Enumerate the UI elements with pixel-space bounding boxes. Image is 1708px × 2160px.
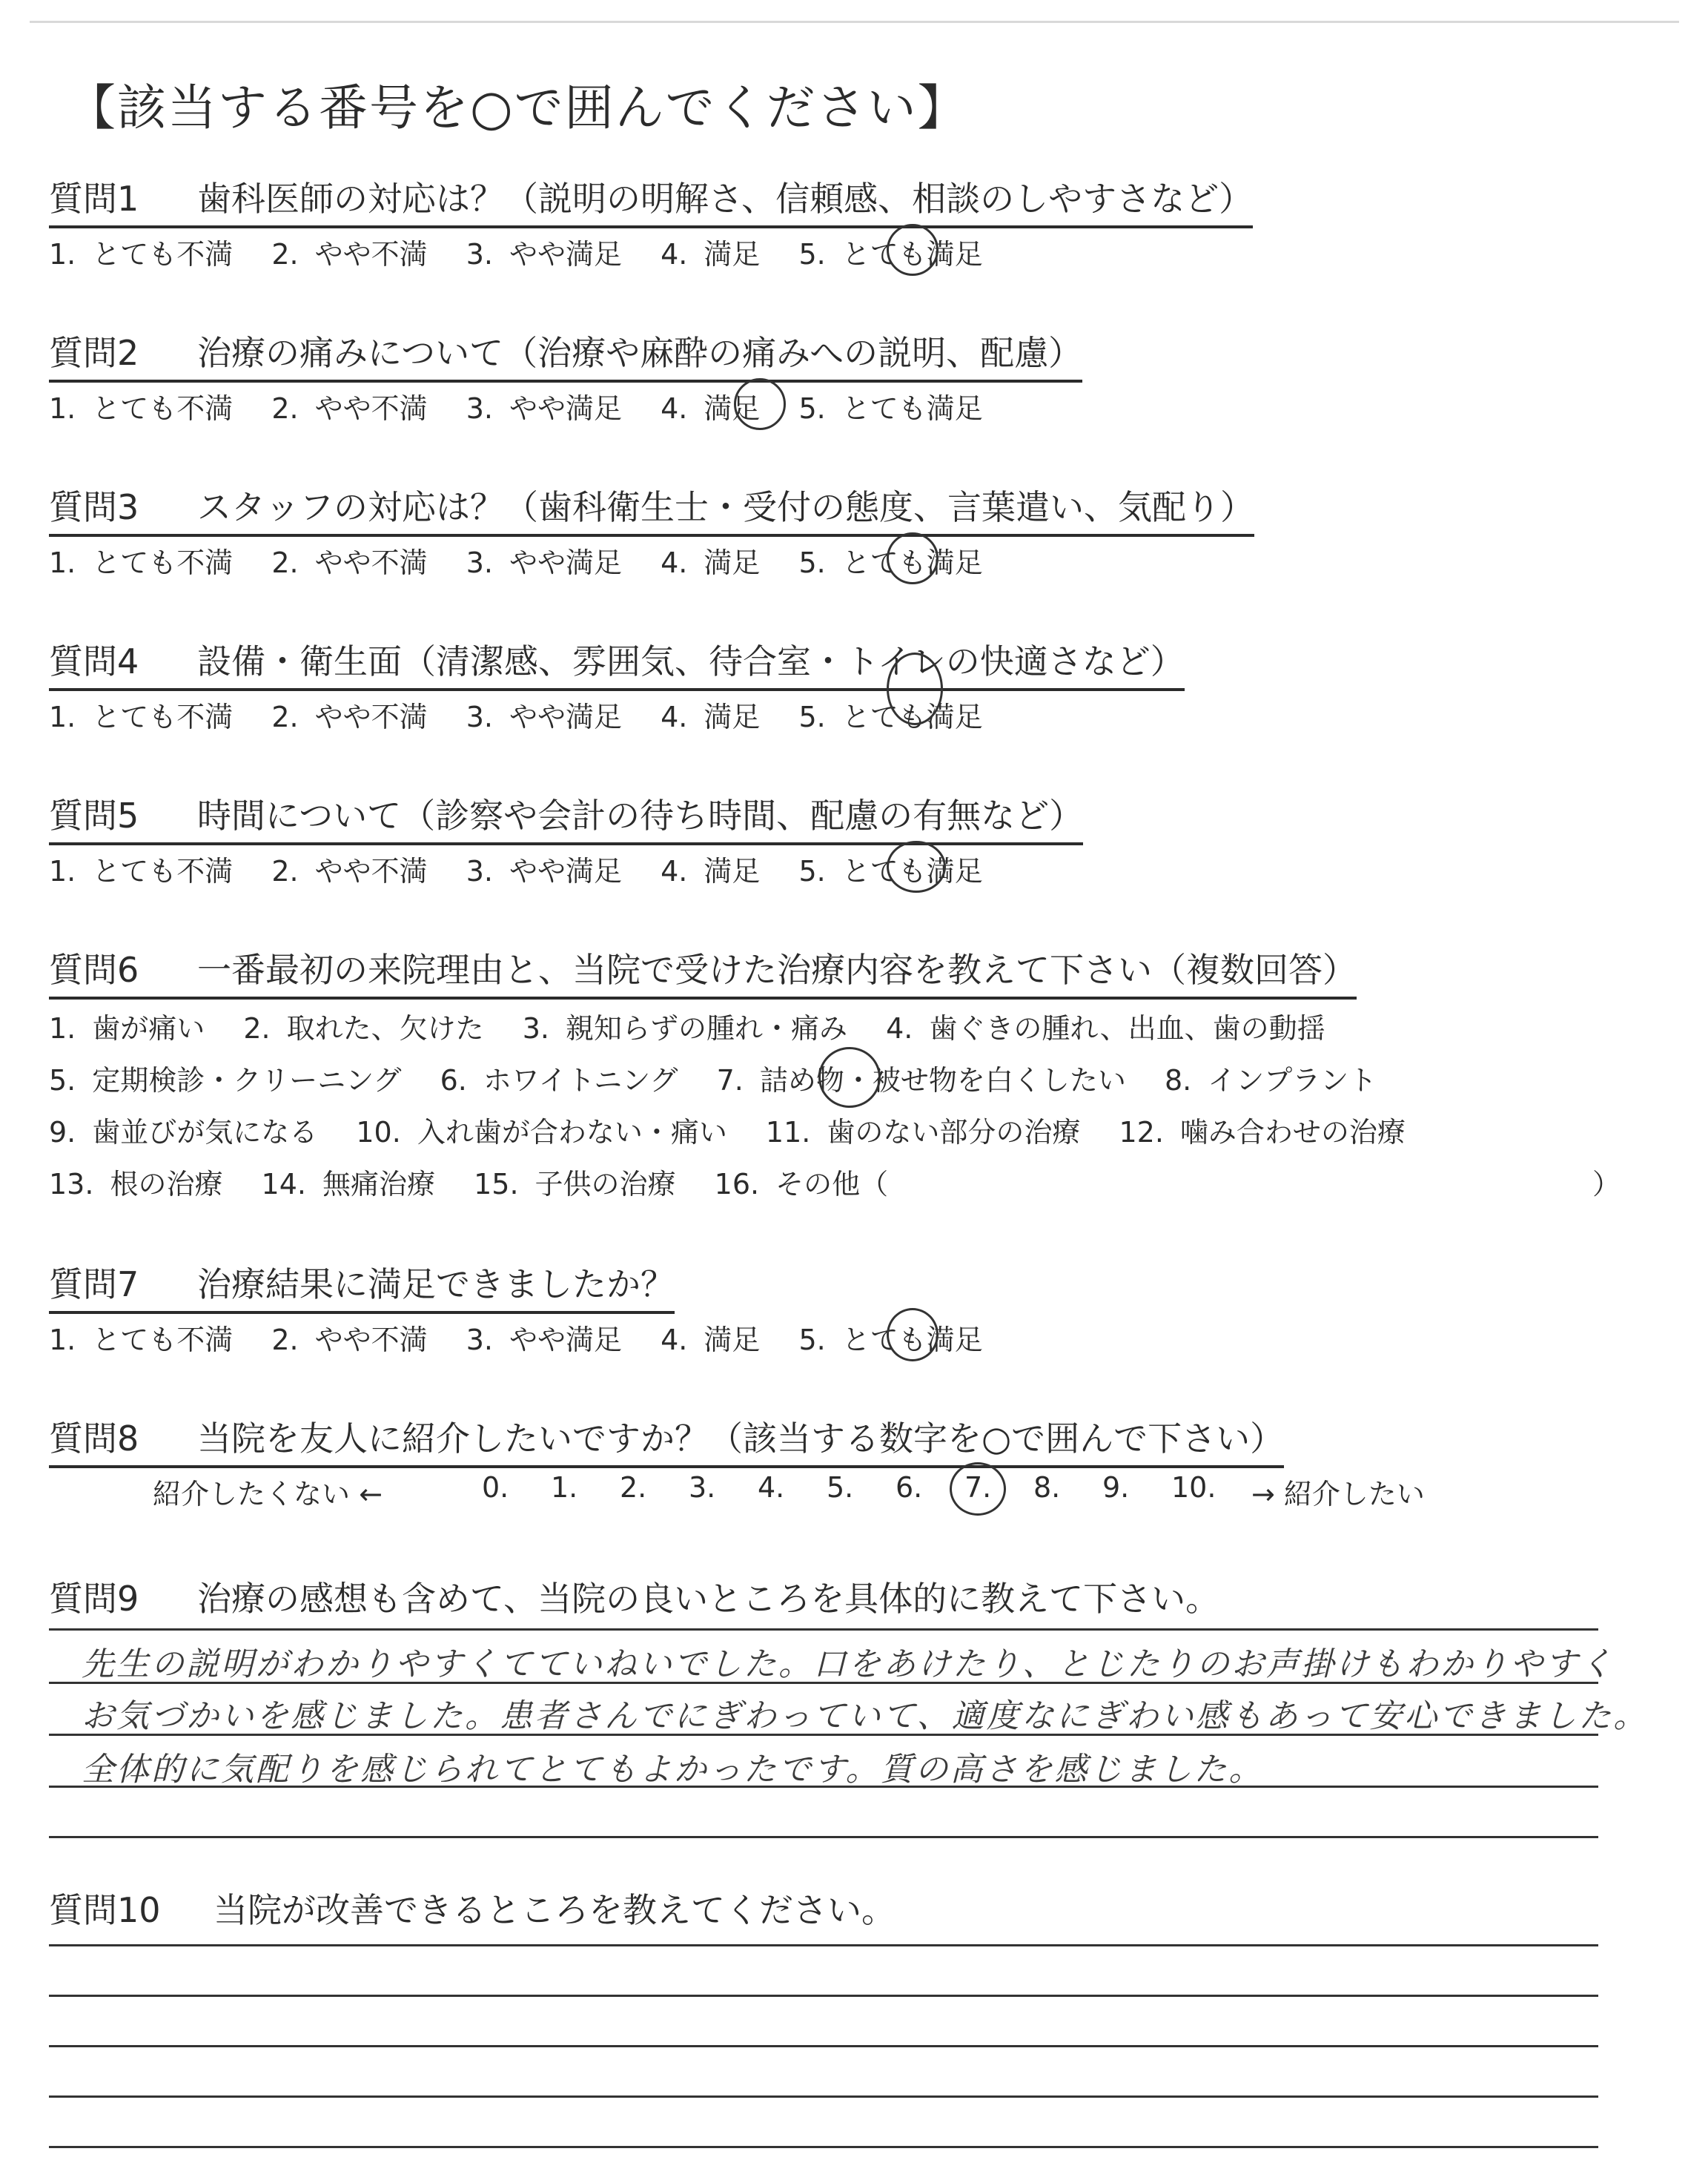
option-number: 4. [661, 1324, 688, 1356]
option-number: 2. [271, 855, 299, 888]
option-number: 5. [798, 701, 826, 733]
option-number: 1. [49, 392, 76, 425]
scale-value-0: 0. [482, 1471, 509, 1504]
option-number: 4. [886, 1012, 913, 1045]
question-7-heading [49, 1258, 675, 1314]
option-number: 5. [49, 1064, 76, 1097]
option-number: 2. [271, 701, 299, 733]
page-title: 【該当する番号を○で囲んでください】 [67, 79, 968, 136]
option-number: 5. [798, 392, 826, 425]
question-5-heading [49, 789, 1083, 845]
option-number: 3. [466, 701, 494, 733]
option-number: 4. [661, 855, 688, 888]
option-number: 16. [714, 1168, 760, 1200]
option-number: 5. [798, 238, 826, 271]
option-number: 2. [271, 392, 299, 425]
question-5-options [49, 848, 983, 889]
option-label: 歯ぐきの腫れ、出血、歯の動揺 [929, 1012, 1325, 1045]
option-number: 9. [49, 1116, 76, 1149]
option-number: 3. [466, 392, 494, 425]
question-4-options [49, 694, 983, 735]
question-2-heading [49, 326, 1082, 383]
option-label: 満足 [704, 701, 761, 733]
answer-rule [49, 2045, 1598, 2047]
option-number: 1. [49, 701, 76, 733]
handwritten-answer-line-3: 全体的に気配りを感じられてとてもよかったです。質の高さを感じました。 [82, 1751, 1264, 1789]
option-number: 8. [1164, 1064, 1192, 1097]
option-number: 7. [716, 1064, 744, 1097]
answer-rule [49, 1786, 1598, 1788]
option-label: とても満足 [841, 546, 983, 579]
answer-rule [49, 1944, 1598, 1946]
selected-answer-circle [887, 1308, 939, 1361]
option-number: 5. [798, 1324, 826, 1356]
option-label: 無痛治療 [322, 1168, 435, 1200]
question-2-options [49, 386, 983, 426]
answer-rule [49, 1734, 1598, 1736]
option-label: やや不満 [314, 392, 428, 425]
option-label: 根の治療 [110, 1168, 223, 1200]
option-label: とても満足 [841, 238, 983, 271]
scale-value-8: 8. [1033, 1471, 1061, 1504]
option-label: とても不満 [92, 238, 234, 271]
question-5-text: 時間について（診察や会計の待ち時間、配慮の有無など） [197, 796, 1084, 836]
page-top-rule [30, 21, 1679, 23]
option-label: 定期検診・クリーニング [92, 1064, 402, 1097]
option-number: 2. [271, 546, 299, 579]
option-number: 15. [474, 1168, 519, 1200]
answer-rule [49, 2146, 1598, 2148]
selected-answer-circle [887, 841, 946, 893]
option-label: 子供の治療 [534, 1168, 676, 1200]
option-number: 1. [49, 546, 76, 579]
option-label: とても不満 [92, 855, 234, 888]
scale-value-6: 6. [896, 1471, 923, 1504]
option-number: 3. [522, 1012, 550, 1045]
scale-value-9: 9. [1102, 1471, 1130, 1504]
question-10-text: 当院が改善できるところを教えてください。 [214, 1890, 896, 1930]
option-number: 12. [1119, 1116, 1164, 1149]
question-6-heading [49, 943, 1357, 1000]
option-label: とても不満 [92, 701, 234, 733]
option-number: 2. [271, 1324, 299, 1356]
option-number: 4. [661, 546, 688, 579]
question-2-text: 治療の痛みについて（治療や麻酔の痛みへの説明、配慮） [197, 333, 1083, 373]
question-9-text: 治療の感想も含めて、当院の良いところを具体的に教えて下さい。 [197, 1579, 1220, 1619]
option-label: 歯のない部分の治療 [827, 1116, 1081, 1149]
option-label: 歯が痛い [92, 1012, 205, 1045]
option-number: 3. [466, 855, 494, 888]
question-3-heading [49, 480, 1254, 537]
option-label: やや満足 [509, 1324, 623, 1356]
option-number: 2. [243, 1012, 271, 1045]
question-8-number: 質問8 [49, 1418, 139, 1459]
option-label: 噛み合わせの治療 [1179, 1116, 1406, 1149]
question-4-text: 設備・衛生面（清潔感、雰囲気、待合室・トイレの快適さなど） [197, 641, 1185, 681]
option-number: 1. [49, 238, 76, 271]
option-label: やや満足 [509, 855, 623, 888]
option-label: 親知らずの腫れ・痛み [566, 1012, 848, 1045]
selected-answer-circle [887, 224, 939, 276]
recommend-high-label: → 紹介したい [1251, 1478, 1425, 1510]
option-label: やや不満 [314, 238, 428, 271]
option-label: とても満足 [841, 701, 983, 733]
option-label: 満足 [704, 855, 761, 888]
question-4-heading [49, 635, 1185, 691]
answer-rule [49, 1682, 1598, 1684]
option-label: 詰め物・被せ物を白くしたい [759, 1064, 1126, 1097]
option-number: 11. [765, 1116, 811, 1149]
option-label: 取れた、欠けた [286, 1012, 484, 1045]
question-2-number: 質問2 [49, 333, 139, 373]
question-1-number: 質問1 [49, 179, 139, 219]
question-5-number: 質問5 [49, 796, 139, 836]
option-number: 13. [49, 1168, 94, 1200]
option-label: とても不満 [92, 392, 234, 425]
option-label: とても満足 [841, 855, 983, 888]
question-1-heading [49, 172, 1253, 228]
question-9-number: 質問9 [49, 1579, 139, 1619]
handwritten-answer-line-2: お気づかいを感じました。患者さんでにぎわっていて、適度なにぎわい感もあって安心できました。 [82, 1697, 1649, 1735]
option-number: 3. [466, 546, 494, 579]
scale-value-5: 5. [827, 1471, 854, 1504]
selected-answer-circle [887, 532, 939, 584]
question-4-number: 質問4 [49, 641, 139, 681]
scale-value-3: 3. [689, 1471, 716, 1504]
option-number: 3. [466, 238, 494, 271]
answer-rule [49, 2095, 1598, 2098]
question-10-number: 質問10 [49, 1890, 161, 1930]
selected-answer-circle [818, 1047, 881, 1108]
option-number: 6. [440, 1064, 467, 1097]
option-label: 入れ歯が合わない・痛い [417, 1116, 727, 1149]
option-label: やや満足 [509, 392, 623, 425]
question-7-options [49, 1317, 983, 1358]
question-8-heading [49, 1412, 1284, 1468]
option-number: 3. [466, 1324, 494, 1356]
option-number: 4. [661, 392, 688, 425]
question-6-row-4 [49, 1161, 888, 1202]
option-number: 2. [271, 238, 299, 271]
option-label: やや満足 [509, 546, 623, 579]
scale-value-1: 1. [551, 1471, 578, 1504]
question-8-text: 当院を友人に紹介したいですか？（該当する数字を○で囲んで下さい） [197, 1418, 1285, 1459]
option-number: 1. [49, 855, 76, 888]
option-number: 14. [261, 1168, 306, 1200]
selected-answer-circle [950, 1462, 1006, 1516]
option-label: やや不満 [314, 855, 428, 888]
question-9-heading [49, 1572, 1219, 1625]
question-3-number: 質問3 [49, 487, 139, 527]
option-label: とても満足 [841, 1324, 983, 1356]
option-label: とても不満 [92, 1324, 234, 1356]
question-1-text: 歯科医師の対応は？（説明の明解さ、信頼感、相談のしやすさなど） [197, 179, 1254, 219]
option-number: 4. [661, 701, 688, 733]
question-10-heading [49, 1883, 896, 1937]
option-number: 4. [661, 238, 688, 271]
option-number: 5. [798, 855, 826, 888]
question-6-row-2 [49, 1057, 1377, 1098]
answer-rule [49, 1995, 1598, 1997]
option-label: インプラント [1208, 1064, 1377, 1097]
option-label: やや不満 [314, 1324, 428, 1356]
option-label: 満足 [704, 238, 761, 271]
other-open-paren: その他（ [775, 1168, 889, 1200]
option-label: とても不満 [92, 546, 234, 579]
option-label: ホワイトニング [483, 1064, 678, 1097]
answer-rule [49, 1628, 1598, 1631]
option-number: 5. [798, 546, 826, 579]
scale-value-10: 10. [1171, 1471, 1217, 1504]
question-3-text: スタッフの対応は？（歯科衛生士・受付の態度、言葉遣い、気配り） [197, 487, 1254, 527]
question-1-options [49, 231, 983, 272]
selected-answer-circle [734, 378, 786, 430]
option-label: 満足 [704, 546, 761, 579]
question-6-text: 一番最初の来院理由と、当院で受けた治療内容を教えて下さい（複数回答） [197, 950, 1357, 990]
option-label: 歯並びが気になる [92, 1116, 318, 1149]
option-label: 満足 [704, 1324, 761, 1356]
scale-value-4: 4. [758, 1471, 785, 1504]
answer-rule [49, 1836, 1598, 1838]
question-6-row-3 [49, 1109, 1406, 1150]
option-number: 1. [49, 1012, 76, 1045]
question-7-text: 治療結果に満足できましたか？ [197, 1264, 675, 1304]
scale-value-7: 7. [964, 1471, 992, 1504]
option-label: とても満足 [841, 392, 983, 425]
option-label: 満足 [704, 392, 761, 425]
option-label: やや満足 [509, 238, 623, 271]
recommend-low-label: 紹介したくない ← [153, 1478, 383, 1510]
question-7-number: 質問7 [49, 1264, 139, 1304]
option-number: 10. [356, 1116, 401, 1149]
question-6-number: 質問6 [49, 950, 139, 990]
other-close-paren: ） [1592, 1168, 1621, 1200]
option-label: やや満足 [509, 701, 623, 733]
selected-answer-circle [887, 653, 943, 725]
option-label: やや不満 [314, 546, 428, 579]
handwritten-answer-line-1: 先生の説明がわかりやすくてていねいでした。口をあけたり、とじたりのお声掛けもわかりやすく [82, 1645, 1615, 1683]
option-label: やや不満 [314, 701, 428, 733]
option-number: 1. [49, 1324, 76, 1356]
question-3-options [49, 540, 983, 581]
question-6-row-1 [49, 1005, 1325, 1046]
scale-value-2: 2. [620, 1471, 647, 1504]
